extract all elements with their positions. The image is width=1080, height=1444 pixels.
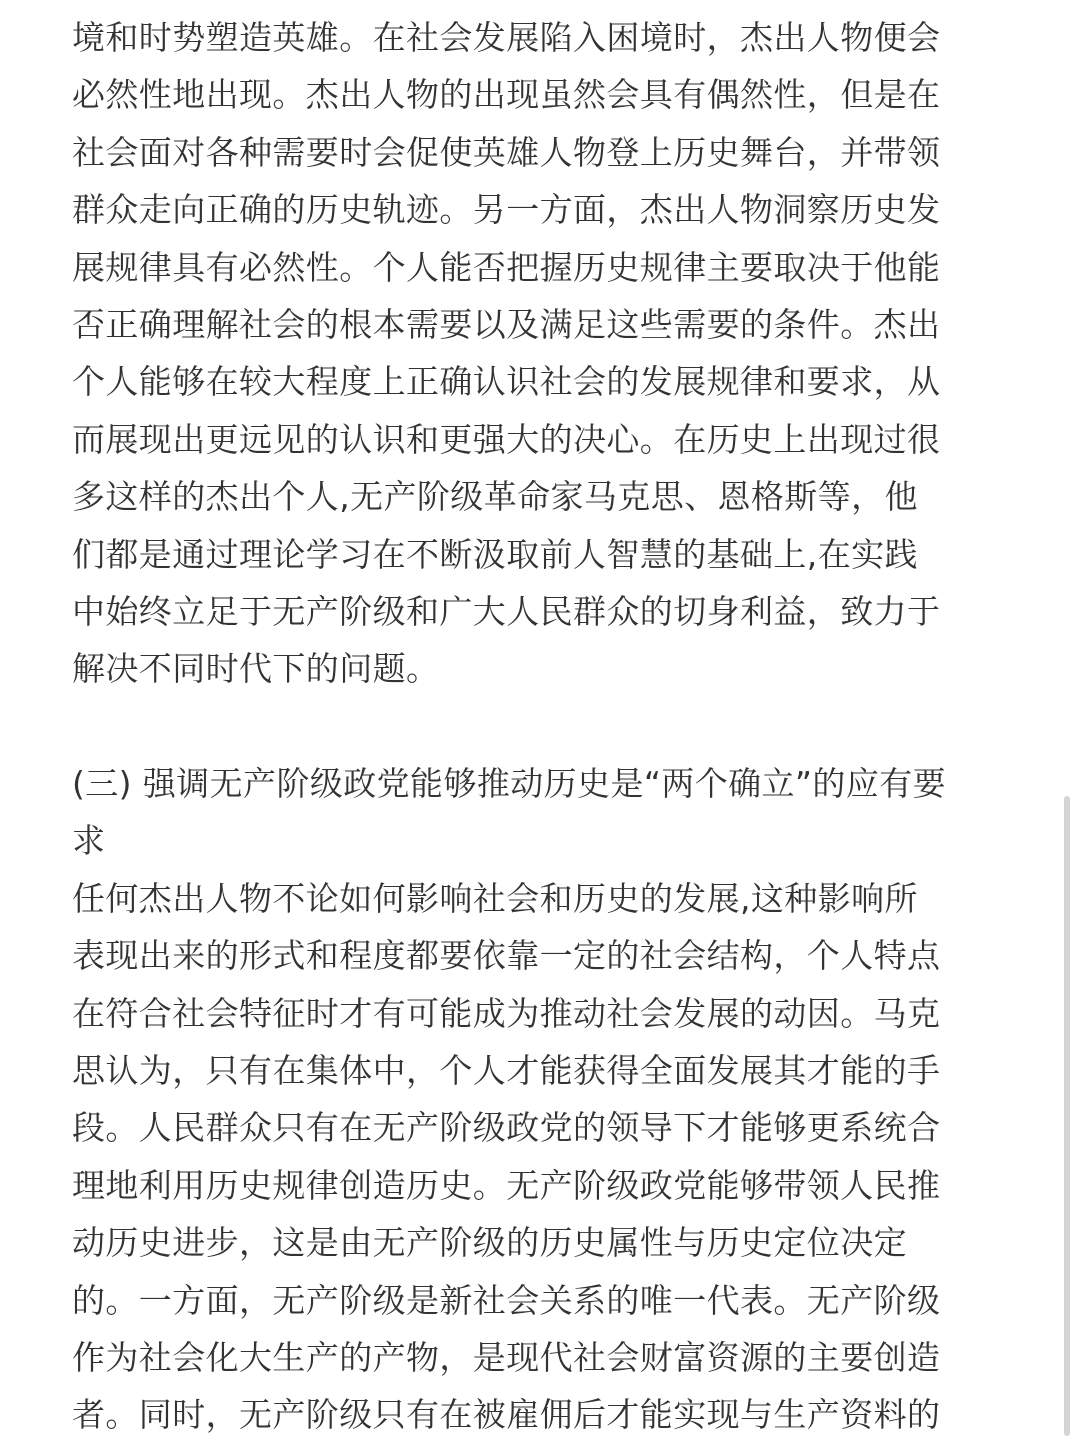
text-line: 者。同时，无产阶级只有在被雇佣后才能实现与生产资料的 [72, 1395, 941, 1435]
text-line: 段。人民群众只有在无产阶级政党的领导下才能够更系统合 [72, 1108, 941, 1148]
text-line: 在符合社会特征时才有可能成为推动社会发展的动因。马克 [72, 993, 941, 1033]
text-line: 多这样的杰出个人,无产阶级革命家马克思、恩格斯等，他 [72, 477, 918, 517]
text-line: 而展现出更远见的认识和更强大的决心。在历史上出现过很 [72, 419, 941, 459]
text-line: 表现出来的形式和程度都要依靠一定的社会结构，个人特点 [72, 936, 941, 976]
paragraph-heroes-and-times [72, 9, 1012, 698]
text-line: 动历史进步，这是由无产阶级的历史属性与历史定位决定 [72, 1223, 907, 1263]
text-line: 解决不同时代下的问题。 [72, 649, 440, 689]
text-line: 中始终立足于无产阶级和广大人民群众的切身利益，致力于 [72, 591, 941, 631]
article-body [72, 9, 1012, 1444]
heading-line: (三) 强调无产阶级政党能够推动历史是“两个确立”的应有要 [72, 764, 947, 804]
text-line: 必然性地出现。杰出人物的出现虽然会具有偶然性，但是在 [72, 75, 941, 115]
text-line: 群众走向正确的历史轨迹。另一方面，杰出人物洞察历史发 [72, 190, 941, 230]
text-line: 境和时势塑造英雄。在社会发展陷入困境时，杰出人物便会 [72, 18, 941, 57]
text-line: 社会面对各种需要时会促使英雄人物登上历史舞台，并带领 [72, 132, 941, 172]
text-line: 任何杰出人物不论如何影响社会和历史的发展,这种影响所 [72, 878, 918, 918]
scrollbar-thumb[interactable] [1064, 796, 1070, 1436]
paragraph-proletarian-party [72, 870, 1012, 1444]
text-line: 作为社会化大生产的产物，是现代社会财富资源的主要创造 [72, 1337, 941, 1377]
paragraph-spacer [72, 698, 1012, 755]
text-line: 个人能够在较大程度上正确认识社会的发展规律和要求，从 [72, 362, 941, 402]
text-line: 理地利用历史规律创造历史。无产阶级政党能够带领人民推 [72, 1165, 941, 1205]
section-heading [72, 755, 1012, 870]
text-line: 展规律具有必然性。个人能否把握历史规律主要取决于他能 [72, 247, 941, 287]
text-line: 们都是通过理论学习在不断汲取前人智慧的基础上,在实践 [72, 534, 918, 574]
heading-line: 求 [72, 821, 106, 861]
text-line: 的。一方面，无产阶级是新社会关系的唯一代表。无产阶级 [72, 1280, 941, 1320]
text-line: 否正确理解社会的根本需要以及满足这些需要的条件。杰出 [72, 304, 941, 344]
text-line: 思认为，只有在集体中，个人才能获得全面发展其才能的手 [72, 1051, 941, 1091]
